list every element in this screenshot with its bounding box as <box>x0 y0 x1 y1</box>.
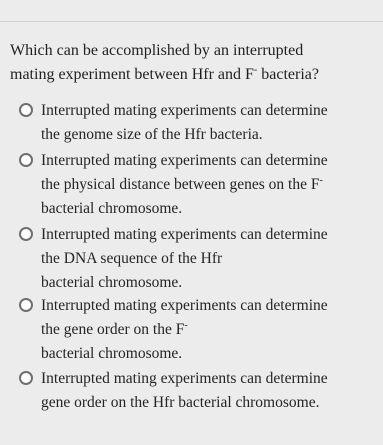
answer-option-5-line-1: Interrupted mating experiments can determine <box>41 370 328 387</box>
radio-button-3[interactable] <box>19 227 33 241</box>
question-line-2-suffix: bacteria? <box>257 66 319 83</box>
answer-option-4-line-1: Interrupted mating experiments can determine <box>41 297 328 314</box>
question-text <box>10 39 370 87</box>
top-divider <box>0 21 383 22</box>
radio-button-2[interactable] <box>19 153 33 167</box>
question-line-2-prefix: mating experiment between Hfr and F <box>10 66 254 83</box>
answer-option-3-line-3: bacterial chromosome. <box>41 274 183 291</box>
answer-option-2-line-2 <box>41 173 361 197</box>
answer-option-2-line-2-prefix: the physical distance between genes on the F <box>41 176 320 193</box>
answer-option-4-line-2-prefix: the gene order on the F <box>41 321 185 338</box>
answer-option-4-line-2 <box>41 318 361 342</box>
answer-option-1-line-1: Interrupted mating experiments can determine <box>41 102 328 119</box>
question-superscript: - <box>253 64 258 76</box>
question-line-1: Which can be accomplished by an interrupted <box>10 42 304 59</box>
answer-option-2-line-3: bacterial chromosome. <box>41 200 183 217</box>
question-line-2 <box>10 63 370 87</box>
answer-option-1-text <box>41 99 361 147</box>
answer-option-4-superscript: - <box>184 319 188 331</box>
answer-option-1-line-2: the genome size of the Hfr bacteria. <box>41 126 263 143</box>
radio-button-5[interactable] <box>19 371 33 385</box>
radio-button-4[interactable] <box>19 298 33 312</box>
answer-option-2-text <box>41 149 361 221</box>
answer-option-4-text <box>41 294 361 366</box>
answer-option-4-line-3: bacterial chromosome. <box>41 345 183 362</box>
answer-option-5-line-2: gene order on the Hfr bacterial chromosome. <box>41 394 320 411</box>
answer-option-5-text <box>41 367 361 415</box>
radio-button-1[interactable] <box>19 103 33 117</box>
answer-option-3-line-1: Interrupted mating experiments can determine <box>41 226 328 243</box>
answer-option-3-text <box>41 223 361 295</box>
answer-option-3-line-2: the DNA sequence of the Hfr <box>41 250 223 267</box>
answer-option-2-superscript: - <box>319 174 323 186</box>
answer-option-2-line-1: Interrupted mating experiments can determine <box>41 152 328 169</box>
